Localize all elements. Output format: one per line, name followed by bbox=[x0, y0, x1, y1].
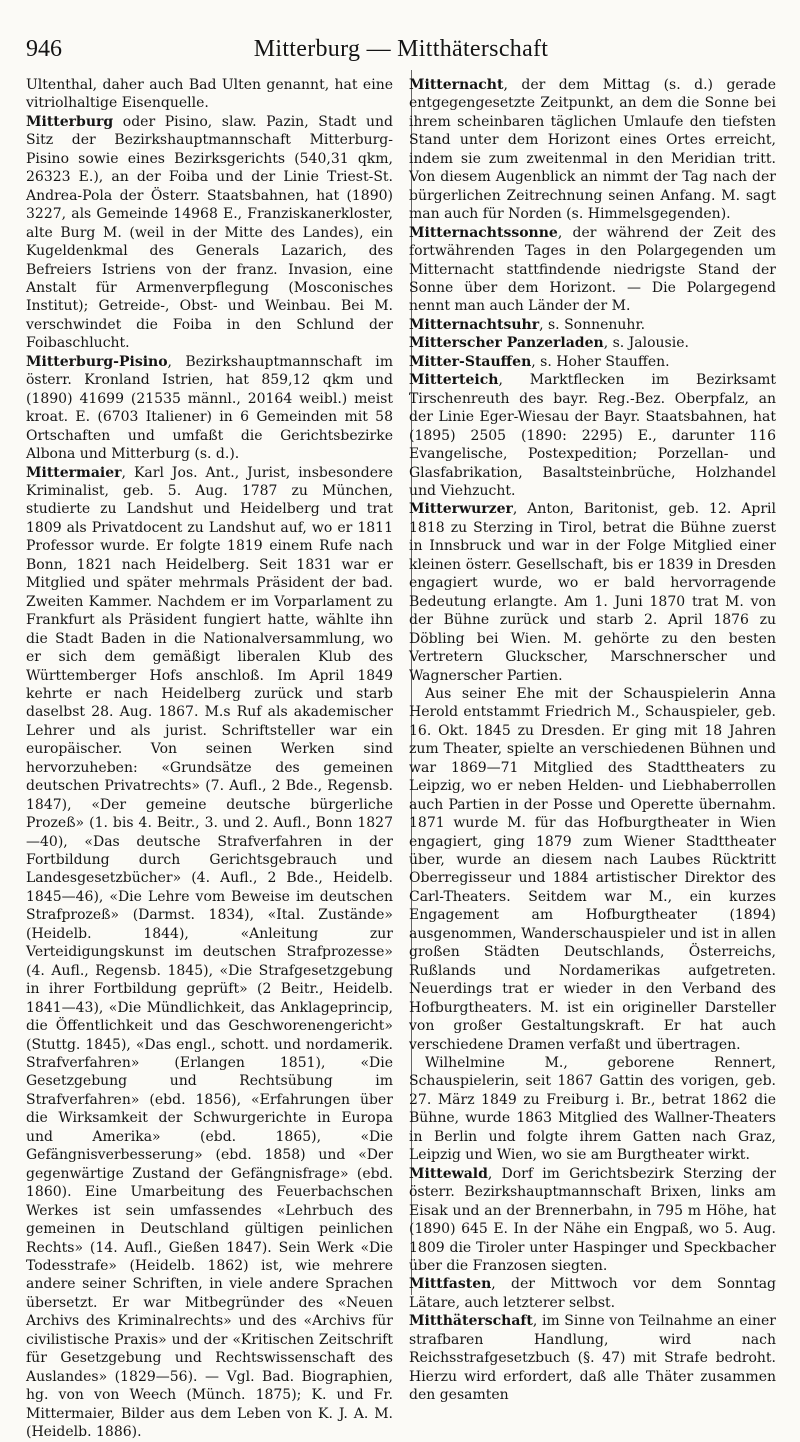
right-column bbox=[409, 76, 776, 1442]
entry-headword: Mitterburg bbox=[26, 113, 114, 130]
dictionary-entry bbox=[409, 334, 776, 352]
entry-text: , Karl Jos. Ant., Jurist, insbesondere Kriminalist, geb. 5. Aug. 1787 zu München, studierte zu Landshut und Heidelberg und trat 1809 als Privatdocent zu Landshut auf, wo er 1811 Professor wurde. Er folgte 1819 einem Rufe nach Bonn, 1821 nach Heidelberg. Seit 1831 war er Mitglied und später mehrmals Präsident der bad. Zweiten Kammer. Nachdem er im Vorparlament zu Frankfurt als Präsident fungiert hatte, wählte ihn die Stadt Baden in die Nationalversammlung, wo er sich dem gemäßigt liberalen Klub des Württemberger Hofs anschloß. Im April 1849 kehrte er nach Heidelberg zurück und starb daselbst 28. Aug. 1867. M.s Ruf als akademischer Lehrer und als jurist. Schriftsteller war ein europäischer. Von seinen Werken sind hervorzuheben: «Grundsätze des gemeinen deutschen Privatrechts» (7. Aufl., 2 Bde., Regensb. 1847), «Der gemeine deutsche bürgerliche Prozeß» (1. bis 4. Beitr., 3. und 2. Aufl., Bonn 1827—40), «Das deutsche Strafverfahren in der Fortbildung durch Gerichtsgebrauch und Landesgesetzbücher» (4. Aufl., 2 Bde., Heidelb. 1845—46), «Die Lehre vom Beweise im deutschen Strafprozeß» (Darmst. 1834), «Ital. Zustände» (Heidelb. 1844), «Anleitung zur Verteidigungskunst im deutschen Strafprozesse» (4. Aufl., Regensb. 1845), «Die Strafgesetzgebung in ihrer Fortbildung geprüft» (2 Beitr., Heidelb. 1841—43), «Die Mündlichkeit, das Anklageprincip, die Öffentlichkeit und das Geschworenengericht» (Stuttg. 1845), «Das engl., schott. und nordamerik. Strafverfahren» (Erlangen 1851), «Die Gesetzgebung und Rechtsübung im Strafverfahren» (ebd. 1856), «Erfahrungen über die Wirksamkeit der Schwurgerichte in Europa und Amerika» (ebd. 1865), «Die Gefängnisverbesserung» (ebd. 1858) und «Der gegenwärtige Zustand der Gefängnisfrage» (ebd. 1860). Eine Umarbeitung des Feuerbachschen Werkes ist sein umfassendes «Lehrbuch des gemeinen in Deutschland gültigen peinlichen Rechts» (14. Aufl., Gießen 1847). Sein Werk «Die Todesstrafe» (Heidelb. 1862) ist, wie mehrere andere seiner Schriften, in viele andere Sprachen übersetzt. Er war Mitbegründer des «Neuen Archivs des Kriminalrechts» und des «Archivs für civilistische Praxis» und der «Kritischen Zeitschrift für Gesetzgebung und Rechtswissenschaft des Auslandes» (1829—56). — Vgl. Bad. Biographien, hg. von von Weech (Münch. 1875); K. und Fr. Mittermaier, Bilder aus dem Leben von K. J. A. M. (Heidelb. 1886). bbox=[26, 464, 393, 1441]
entry-headword: Mitterburg-Pisino bbox=[26, 353, 168, 370]
columns bbox=[26, 76, 776, 1442]
page-number: 946 bbox=[26, 36, 62, 62]
entry-headword: Mittermaier bbox=[26, 464, 122, 481]
dictionary-entry bbox=[409, 224, 776, 316]
page-header bbox=[26, 36, 776, 72]
entry-headword: Mitterteich bbox=[409, 372, 499, 389]
entry-headword: Mitterscher Panzerladen bbox=[409, 335, 604, 352]
entry-paragraph bbox=[26, 76, 393, 113]
entry-text: , der während der Zeit des fortwährenden Tages in den Polargegenden um Mitternacht stattfindende niedrigste Stand der Sonne über dem Horizont. — Die Polargegend nennt man auch Länder der M. bbox=[409, 224, 776, 315]
entry-headword: Mitterwurzer bbox=[409, 501, 513, 518]
entry-paragraph bbox=[409, 685, 776, 1054]
entry-text: oder Pisino, slaw. Pazin, Stadt und Sitz der Bezirkshauptmannschaft Mitterburg-Pisino sowie eines Bezirksgerichts (540,31 qkm, 26323 E.), an der Foiba und der Linie Triest-St. Andrea-Pola der Österr. Staatsbahnen, hat (1890) 3227, als Gemeinde 14968 E., Franziskanerkloster, alte Burg M. (weil in der Mitte des Landes), ein Kugeldenkmal des Generals Lazarich, des Befreiers Istriens von der franz. Invasion, eine Anstalt für Armenverpflegung (Mosconisches Institut); Getreide-, Obst- und Weinbau. Bei M. verschwindet die Foiba in den Schlund der Foibaschlucht. bbox=[26, 113, 393, 352]
entry-text: , Dorf im Gerichtsbezirk Sterzing der österr. Bezirkshauptmannschaft Brixen, links am Eisak und an der Brennerbahn, in 795 m Höhe, hat (1890) 645 E. In der Nähe ein Engpaß, wo 5. Aug. 1809 die Tiroler unter Haspinger und Speckbacher über die Franzosen siegten. bbox=[409, 1165, 776, 1274]
entry-headword: Mitternacht bbox=[409, 77, 504, 93]
dictionary-entry bbox=[26, 464, 393, 1442]
entry-text: , Bezirkshauptmannschaft im österr. Kronland Istrien, hat 859,12 qkm und (1890) 41699 (21535 männl., 20164 weibl.) meist kroat. E. (6703 Italiener) in 6 Gemeinden mit 58 Ortschaften und umfaßt die Gerichtsbezirke Albona und Mitterburg (s. d.). bbox=[26, 353, 393, 463]
entry-text: Wilhelmine M., geborene Rennert, Schauspielerin, seit 1867 Gattin des vorigen, geb. 27. März 1849 zu Freiburg i. Br., betrat 1862 die Bühne, wurde 1863 Mitglied des Wallner-Theaters in Berlin und folgte ihrem Gatten nach Graz, Leipzig und Wien, wo sie am Burgtheater wirkt. bbox=[409, 1055, 776, 1164]
entry-headword: Mitternachtsuhr bbox=[409, 316, 540, 333]
dictionary-entry bbox=[409, 76, 776, 224]
dictionary-entry bbox=[26, 113, 393, 353]
entry-text: , s. Hoher Stauffen. bbox=[531, 353, 670, 370]
dictionary-entry bbox=[409, 1312, 776, 1404]
entry-text: Aus seiner Ehe mit der Schauspielerin Anna Herold entstammt Friedrich M., Schauspieler, geb. 16. Okt. 1845 zu Dresden. Er ging mit 18 Jahren zum Theater, spielte an verschiedenen Bühnen und war 1869—71 Mitglied des Stadttheaters zu Leipzig, wo er neben Helden- und Liebhaberrollen auch Partien in der Posse und Operette übernahm. 1871 wurde M. für das Hofburgtheater in Wien engagiert, ging 1879 zum Wiener Stadttheater über, wurde an diesem nach Laubes Rücktritt Oberregisseur und 1884 artistischer Direktor des Carl-Theaters. Seitdem war M., ein kurzes Engagement am Hofburgtheater (1894) ausgenommen, Wanderschauspieler und ist in allen großen Städten Deutschlands, Österreichs, Rußlands und Nordamerikas aufgetreten. Neuerdings trat er wieder in den Verband des Hofburgtheaters. M. ist ein origineller Darsteller von großer Gestaltungskraft. Er hat auch verschiedene Dramen verfaßt und übertragen. bbox=[409, 685, 776, 1053]
entry-text: , Anton, Baritonist, geb. 12. April 1818 zu Sterzing in Tirol, betrat die Bühne zuerst in Innsbruck und war in der Folge Mitglied einer kleinen österr. Gesellschaft, bis er 1839 in Dresden engagiert wurde, wo er bald hervorragende Bedeutung erlangte. Am 1. Juni 1870 trat M. von der Bühne zurück und starb 2. April 1876 zu Döbling bei Wien. M. gehörte zu den besten Vertretern Gluckscher, Marschnerscher und Wagnerscher Partien. bbox=[409, 501, 776, 684]
entry-text: Ultenthal, daher auch Bad Ulten genannt, hat eine vitriolhaltige Eisenquelle. bbox=[26, 77, 393, 112]
entry-text: , im Sinne von Teilnahme an einer strafbaren Handlung, wird nach Reichsstrafgesetzbuch (§. 47) mit Strafe bedroht. Hierzu wird erfordert, daß alle Thäter zusammen den gesamten bbox=[409, 1313, 776, 1404]
dictionary-entry bbox=[409, 1275, 776, 1312]
entry-headword: Mittewald bbox=[409, 1165, 488, 1182]
dictionary-entry bbox=[409, 353, 776, 371]
dictionary-entry bbox=[409, 500, 776, 685]
left-column bbox=[26, 76, 393, 1442]
entry-headword: Mittfasten bbox=[409, 1276, 492, 1293]
entry-headword: Mitthäterschaft bbox=[409, 1313, 533, 1330]
dictionary-entry bbox=[409, 1165, 776, 1276]
entry-paragraph bbox=[409, 1054, 776, 1165]
running-title: Mitterburg — Mitthäterschaft bbox=[253, 36, 549, 62]
entry-text: , Marktflecken im Bezirksamt Tirschenreuth des bayr. Reg.-Bez. Oberpfalz, an der Linie Eger-Wiesau der Bayr. Staatsbahnen, hat (1895) 2505 (1890: 2295) E., darunter 116 Evangelische, Postexpedition; Porzellan- und Glasfabrikation, Basaltsteinbrüche, Holzhandel und Viehzucht. bbox=[409, 372, 776, 499]
dictionary-entry bbox=[409, 371, 776, 500]
entry-text: , s. Jalousie. bbox=[603, 335, 689, 352]
entry-headword: Mitternachtssonne bbox=[409, 224, 558, 241]
entry-headword: Mitter-Stauffen bbox=[409, 353, 532, 370]
entry-text: , s. Sonnenuhr. bbox=[539, 316, 646, 333]
dictionary-entry bbox=[26, 353, 393, 464]
dictionary-entry bbox=[409, 316, 776, 334]
entry-text: , der dem Mittag (s. d.) gerade entgegengesetzte Zeitpunkt, an dem die Sonne bei ihrem scheinbaren täglichen Umlaufe den tiefsten Stand unter dem Horizont eines Ortes erreicht, indem sie zum zweitenmal in den Meridian tritt. Von diesem Augenblick an nimmt der Tag nach der bürgerlichen Zeitrechnung seinen Anfang. M. sagt man auch für Norden (s. Himmelsgegenden). bbox=[409, 77, 776, 223]
entry-text: , der Mittwoch vor dem Sonntag Lätare, auch letzterer selbst. bbox=[409, 1276, 776, 1311]
